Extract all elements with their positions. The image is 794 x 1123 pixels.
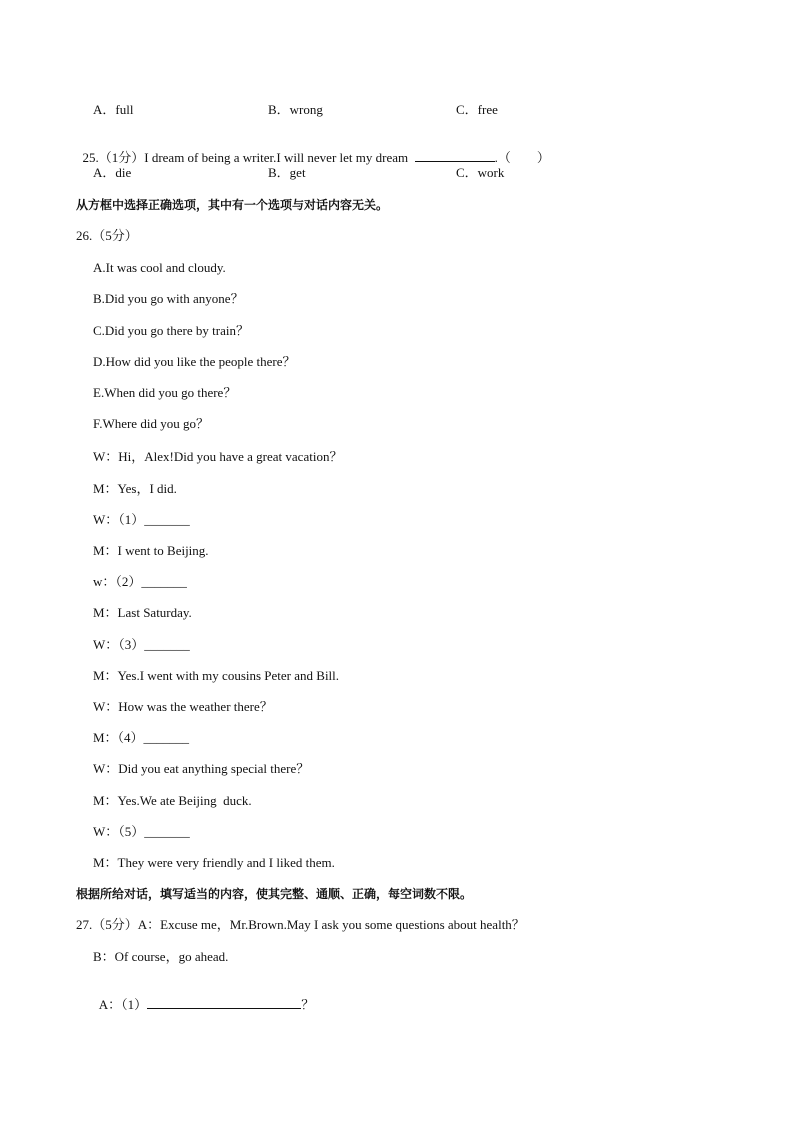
q27-header: 27.（5分）A：Excuse me，Mr.Brown.May I ask you some questions about health？ (76, 917, 525, 932)
dialogue-line: M：Yes.We ate Beijing duck. (93, 793, 252, 808)
q26-choice-e: E.When did you go there？ (93, 385, 237, 400)
dialogue-line: W：How was the weather there？ (93, 699, 273, 714)
dialogue-blank-2[interactable]: w：（2）_______ (93, 574, 187, 589)
dialogue-line: M：Yes，I did. (93, 481, 177, 496)
dialogue-line: M：I went to Beijing. (93, 543, 209, 558)
dialogue-line: M：Yes.I went with my cousins Peter and Bill. (93, 668, 340, 683)
q25-answer-blank[interactable] (415, 149, 495, 162)
q25-option-b: B．get (268, 165, 306, 180)
q25-stem-end: .（ ） (494, 150, 550, 165)
q25-option-a: A．die (93, 165, 132, 180)
q24-option-b: B．wrong (268, 102, 323, 117)
dialogue-line: W：Did you eat anything special there？ (93, 761, 310, 776)
dialogue-blank-3[interactable]: W：（3）_______ (93, 637, 190, 652)
dialogue-line: M：Last Saturday. (93, 605, 192, 620)
dialogue-blank-4[interactable]: M：（4）_______ (93, 730, 190, 745)
q27-line-b: B：Of course，go ahead. (93, 949, 229, 964)
dialogue-blank-5[interactable]: W：（5）_______ (93, 824, 190, 839)
q27-line-a-prefix: A：（1） (98, 997, 148, 1012)
q25-stem (76, 133, 550, 166)
q25-option-c: C．work (456, 165, 505, 180)
dialogue-blank-1[interactable]: W：（1）_______ (93, 512, 190, 527)
q24-option-a: A．full (93, 102, 134, 117)
q26-choice-b: B.Did you go with anyone？ (93, 291, 244, 306)
q26-header: 26.（5分） (76, 228, 138, 243)
q27-answer-blank-1[interactable] (147, 996, 301, 1009)
q24-option-c: C．free (456, 102, 498, 117)
q26-choice-f: F.Where did you go？ (93, 416, 209, 431)
q25-stem-text: 25.（1分）I dream of being a writer.I will never let my dream (82, 150, 415, 165)
dialogue-line: W：Hi，Alex!Did you have a great vacation？ (93, 449, 343, 464)
q26-choice-c: C.Did you go there by train？ (93, 323, 249, 338)
dialogue-line: M：They were very friendly and I liked them. (93, 855, 335, 870)
section-instruction: 从方框中选择正确选项，其中有一个选项与对话内容无关。 (76, 198, 389, 212)
q26-choice-d: D.How did you like the people there？ (93, 354, 296, 369)
q27-line-a (93, 980, 314, 1013)
q26-choice-a: A.It was cool and cloudy. (93, 260, 226, 275)
section-instruction: 根据所给对话，填写适当的内容，使其完整、通顺、正确，每空词数不限。 (76, 887, 473, 901)
q27-line-a-suffix: ？ (301, 997, 315, 1012)
